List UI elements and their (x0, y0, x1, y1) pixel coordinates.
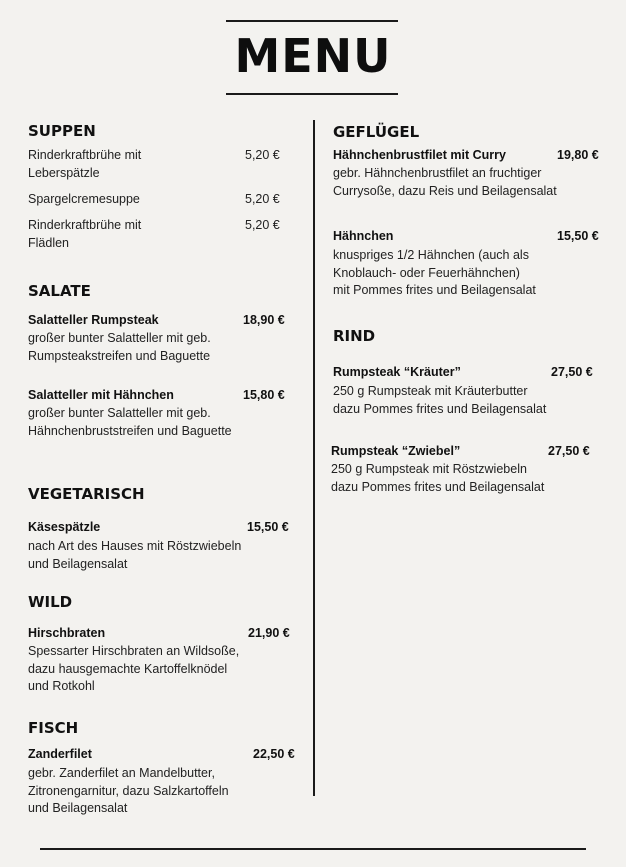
fisch-item-price: 22,50 € (253, 747, 295, 761)
section-heading-vegetarisch: VEGETARISCH (28, 485, 145, 503)
fisch-item-desc: gebr. Zanderfilet an Mandelbutter, Zitronengarnitur, dazu Salzkartoffeln und Beilagensalat (28, 766, 229, 815)
wild-item-name: Hirschbraten (28, 626, 106, 640)
gefluegel-item-name: Hähnchenbrustfilet mit Curry (333, 148, 506, 162)
wild-item-desc: Spessarter Hirschbraten an Wildsoße, dazu hausgemachte Kartoffelknödel und Rotkohl (28, 644, 240, 693)
rind-item-price: 27,50 € (548, 444, 590, 458)
title-rule-top (226, 20, 398, 22)
rind-item-name: Rumpsteak “Kräuter” (333, 365, 461, 379)
gefluegel-item-desc: knuspriges 1/2 Hähnchen (auch als Knoblauch- oder Feuerhähnchen) mit Pommes frites und Beilagensalat (333, 248, 536, 297)
suppen-item-name: Rinderkraftbrühe mit Leberspätzle (28, 148, 142, 180)
suppen-item-name: Spargelcremesuppe (28, 192, 140, 206)
section-heading-fisch: FISCH (28, 719, 79, 737)
gefluegel-item-desc: gebr. Hähnchenbrustfilet an fruchtiger Currysoße, dazu Reis und Beilagensalat (333, 166, 557, 198)
vegetarisch-item-desc: nach Art des Hauses mit Röstzwiebeln und Beilagensalat (28, 539, 242, 571)
title-rule-bottom (226, 93, 398, 95)
suppen-item-price: 5,20 € (245, 148, 280, 162)
rind-item-desc: 250 g Rumpsteak mit Kräuterbutter dazu Pommes frites und Beilagensalat (333, 384, 547, 416)
rind-item-desc: 250 g Rumpsteak mit Röstzwiebeln dazu Pommes frites und Beilagensalat (331, 462, 545, 494)
salate-item-price: 18,90 € (243, 313, 285, 327)
salate-item-price: 15,80 € (243, 388, 285, 402)
section-heading-rind: RIND (333, 327, 376, 345)
gefluegel-item-price: 19,80 € (557, 148, 599, 162)
suppen-item-name: Rinderkraftbrühe mit Flädlen (28, 218, 142, 250)
rind-item-name: Rumpsteak “Zwiebel” (331, 444, 461, 458)
section-heading-wild: WILD (28, 593, 73, 611)
suppen-item-price: 5,20 € (245, 218, 280, 232)
column-divider (313, 120, 315, 796)
wild-item-price: 21,90 € (248, 626, 290, 640)
salate-item-name: Salatteller Rumpsteak (28, 313, 159, 327)
salate-item-name: Salatteller mit Hähnchen (28, 388, 174, 402)
footer-rule (40, 848, 586, 850)
gefluegel-item-price: 15,50 € (557, 229, 599, 243)
vegetarisch-item-price: 15,50 € (247, 520, 289, 534)
salate-item-desc: großer bunter Salatteller mit geb. Hähnchenbruststreifen und Baguette (28, 406, 232, 438)
section-heading-suppen: SUPPEN (28, 122, 96, 140)
gefluegel-item-name: Hähnchen (333, 229, 394, 243)
salate-item-desc: großer bunter Salatteller mit geb. Rumpsteakstreifen und Baguette (28, 331, 211, 363)
section-heading-gefluegel: GEFLÜGEL (333, 123, 420, 141)
vegetarisch-item-name: Käsespätzle (28, 520, 101, 534)
suppen-item-price: 5,20 € (245, 192, 280, 206)
fisch-item-name: Zanderfilet (28, 747, 92, 761)
page-title: MENU (234, 29, 392, 83)
section-heading-salate: SALATE (28, 282, 91, 300)
rind-item-price: 27,50 € (551, 365, 593, 379)
